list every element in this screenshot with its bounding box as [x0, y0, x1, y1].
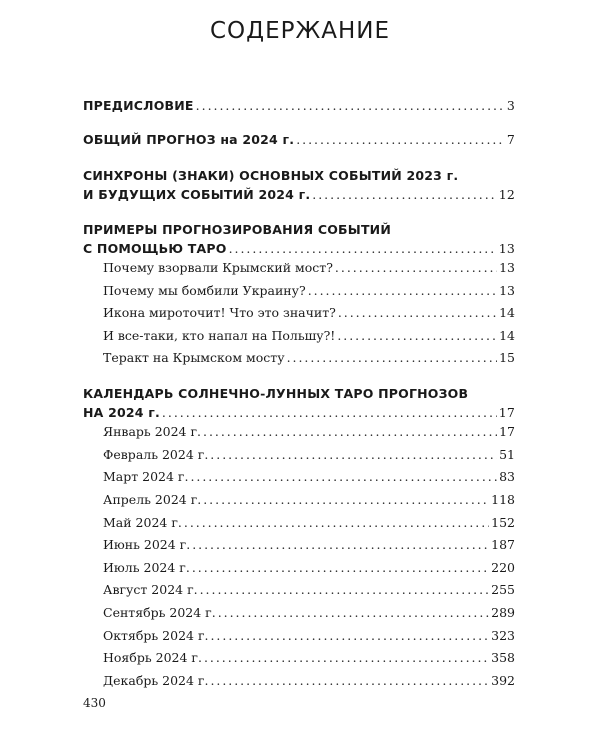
- dot-leader: [338, 305, 497, 320]
- toc-entry-title: Сентябрь 2024 г.: [103, 605, 216, 620]
- toc-entry-page: 12: [498, 187, 515, 202]
- toc-entry: [103, 537, 515, 552]
- dot-leader: [287, 350, 498, 365]
- toc-entry: [103, 492, 515, 507]
- dot-leader: [210, 673, 489, 688]
- toc-entry-title: Июнь 2024 г.: [103, 537, 191, 552]
- dot-leader: [210, 447, 497, 462]
- toc-entry-page: 3: [506, 98, 515, 113]
- dot-leader: [190, 469, 497, 484]
- toc-entry-title: Февраль 2024 г.: [103, 447, 209, 462]
- toc-entry: [83, 222, 515, 256]
- toc-entry-page: 255: [491, 582, 515, 597]
- toc-entry-page: 289: [491, 605, 515, 620]
- toc-entry-title: Январь 2024 г.: [103, 424, 202, 439]
- toc-entry: [83, 132, 515, 147]
- toc-entry: [103, 350, 515, 365]
- toc-entry-page: 7: [506, 132, 515, 147]
- toc-entry-page: 392: [491, 673, 515, 688]
- dot-leader: [192, 560, 489, 575]
- toc-entry: [103, 650, 515, 665]
- toc-entry: [103, 515, 515, 530]
- toc-entry-page: 14: [499, 328, 515, 343]
- toc-entry-title: НА 2024 г.: [83, 405, 160, 420]
- dot-leader: [200, 582, 490, 597]
- toc-entry: [103, 673, 515, 688]
- toc-entry: [103, 560, 515, 575]
- page-number: 430: [83, 696, 106, 710]
- toc-entry-page: 358: [491, 650, 515, 665]
- toc-entry: [103, 447, 515, 462]
- toc-entry-page: 118: [491, 492, 515, 507]
- toc-entry-title: Теракт на Крымском мосту: [103, 350, 285, 365]
- toc-entry-title: Март 2024 г.: [103, 469, 189, 484]
- dot-leader: [337, 328, 497, 343]
- toc-entry-page: 220: [491, 560, 515, 575]
- toc-entry-title: С ПОМОЩЬЮ ТАРО: [83, 241, 227, 256]
- toc-entry-title: Октябрь 2024 г.: [103, 628, 209, 643]
- toc-entry-title: И все-таки, кто напал на Польшу?!: [103, 328, 336, 343]
- toc-entry-title: Август 2024 г.: [103, 582, 198, 597]
- dot-leader: [204, 650, 489, 665]
- toc-entry-title: Июль 2024 г.: [103, 560, 190, 575]
- toc-entry-title: Апрель 2024 г.: [103, 492, 202, 507]
- toc-entry-title-line1: СИНХРОНЫ (ЗНАКИ) ОСНОВНЫХ СОБЫТИЙ 2023 г.: [83, 168, 459, 183]
- toc-entry-page: 187: [491, 537, 515, 552]
- dot-leader: [308, 283, 497, 298]
- toc-entry: [103, 424, 515, 439]
- toc-entry-page: 323: [491, 628, 515, 643]
- dot-leader: [192, 537, 489, 552]
- page-title: СОДЕРЖАНИЕ: [209, 18, 391, 44]
- toc-entry-page: 15: [499, 350, 515, 365]
- dot-leader: [218, 605, 489, 620]
- toc-entry-title: ПРЕДИСЛОВИЕ: [83, 98, 194, 113]
- toc-entry: [103, 582, 515, 597]
- dot-leader: [196, 98, 505, 113]
- dot-leader: [162, 405, 497, 420]
- toc-entry-title: Почему мы бомбили Украину?: [103, 283, 306, 298]
- toc-entry-title: ОБЩИЙ ПРОГНОЗ на 2024 г.: [83, 132, 295, 147]
- toc-entry-page: 17: [498, 405, 515, 420]
- dot-leader: [296, 132, 505, 147]
- toc-entry: [103, 628, 515, 643]
- toc-entry-page: 152: [491, 515, 515, 530]
- dot-leader: [184, 515, 489, 530]
- toc-entry: [103, 260, 515, 275]
- toc-entry-page: 51: [499, 447, 515, 462]
- toc-entry-title-line1: КАЛЕНДАРЬ СОЛНЕЧНО-ЛУННЫХ ТАРО ПРОГНОЗОВ: [83, 386, 469, 401]
- dot-leader: [210, 628, 489, 643]
- dot-leader: [203, 424, 497, 439]
- toc-entry-title: Почему взорвали Крымский мост?: [103, 260, 333, 275]
- toc-entry-page: 83: [499, 469, 515, 484]
- toc-entry: [103, 283, 515, 298]
- toc-entry-title: Декабрь 2024 г.: [103, 673, 209, 688]
- toc-entry: [103, 305, 515, 320]
- toc-entry: [83, 386, 515, 420]
- toc-entry: [103, 328, 515, 343]
- toc-entry: [103, 469, 515, 484]
- toc-entry-page: 14: [499, 305, 515, 320]
- dot-leader: [335, 260, 497, 275]
- toc-entry: [83, 168, 515, 202]
- toc-entry-title: Икона мироточит! Что это значит?: [103, 305, 336, 320]
- toc-entry: [103, 605, 515, 620]
- toc-entry-page: 13: [499, 283, 515, 298]
- toc-entry-page: 13: [498, 241, 515, 256]
- toc-entry-title-line1: ПРИМЕРЫ ПРОГНОЗИРОВАНИЯ СОБЫТИЙ: [83, 222, 391, 237]
- toc-entry-title: И БУДУЩИХ СОБЫТИЙ 2024 г.: [83, 187, 311, 202]
- dot-leader: [203, 492, 489, 507]
- toc-entry: [83, 98, 515, 113]
- toc-entry-page: 17: [499, 424, 515, 439]
- dot-leader: [229, 241, 497, 256]
- dot-leader: [312, 187, 496, 202]
- toc-entry-title: Ноябрь 2024 г.: [103, 650, 202, 665]
- toc-entry-title: Май 2024 г.: [103, 515, 182, 530]
- toc-entry-page: 13: [499, 260, 515, 275]
